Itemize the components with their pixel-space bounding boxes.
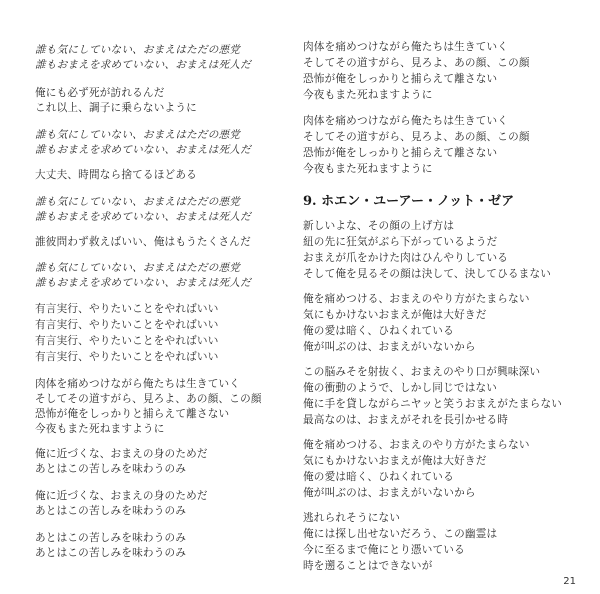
- lyric-line: 有言実行、やりたいことをやればいい: [35, 351, 219, 363]
- lyric-line: これ以上、調子に乗らないように: [35, 102, 197, 114]
- lyric-line: 肉体を痛めつけながら俺たちは生きていく: [303, 41, 509, 53]
- lyric-line: あとはこの苦しみを味わうのみ: [35, 547, 187, 559]
- lyric-line: 誰も気にしていない、おまえはただの悪党: [35, 129, 241, 141]
- lyric-line: 俺に手を貸しながらニヤッと笑うおまえがたまらない: [303, 398, 563, 410]
- lyric-line: 大丈夫、時間なら捨てるほどある: [35, 169, 197, 181]
- lyric-line: 誰もおまえを求めていない、おまえは死人だ: [35, 59, 251, 71]
- lyric-line: 有言実行、やりたいことをやればいい: [35, 319, 219, 331]
- lyric-line: 俺の衝動のようで、しかし同じではない: [303, 382, 498, 394]
- lyric-line: 今夜もまた死ねますように: [303, 163, 433, 175]
- lyric-line: そしてその道すがら、見ろよ、あの顔、この顔: [35, 393, 262, 405]
- lyric-line: 誰も気にしていない、おまえはただの悪党: [35, 196, 241, 208]
- lyric-line: そしてその道すがら、見ろよ、あの顔、この顔: [303, 57, 530, 69]
- lyric-line: 俺に近づくな、おまえの身のためだ: [35, 448, 208, 460]
- lyric-line: 逃れられそうにない: [303, 512, 401, 524]
- lyric-line: あとはこの苦しみを味わうのみ: [35, 505, 187, 517]
- lyric-line: 新しいよな、その顔の上げ方は: [303, 220, 455, 232]
- lyric-line: この脳みそを射抜く、おまえのやり口が興味深い: [303, 366, 541, 378]
- lyric-line: 俺を痛めつける、おまえのやり方がたまらない: [303, 293, 530, 305]
- lyric-line: 時を遡ることはできないが: [303, 560, 433, 572]
- lyric-line: 俺が叫ぶのは、おまえがいないから: [303, 341, 476, 353]
- lyric-line: 有言実行、やりたいことをやればいい: [35, 303, 219, 315]
- lyric-line: そして俺を見るその顔は決して、決してひるまない: [303, 268, 552, 280]
- lyric-line: 今夜もまた死ねますように: [35, 423, 165, 435]
- lyric-line: 俺が叫ぶのは、おまえがいないから: [303, 487, 476, 499]
- lyric-line: 誰もおまえを求めていない、おまえは死人だ: [35, 277, 251, 289]
- lyric-line: 気にもかけないおまえが俺は大好きだ: [303, 309, 487, 321]
- lyric-line: 恐怖が俺をしっかりと捕らえて離さない: [303, 73, 498, 85]
- lyric-line: 俺を痛めつける、おまえのやり方がたまらない: [303, 439, 530, 451]
- lyric-line: 誰も気にしていない、おまえはただの悪党: [35, 262, 241, 274]
- lyric-line: あとはこの苦しみを味わうのみ: [35, 463, 187, 475]
- lyric-line: 俺には探し出せないだろう、この幽霊は: [303, 528, 498, 540]
- lyric-line: 肉体を痛めつけながら俺たちは生きていく: [303, 115, 509, 127]
- lyric-line: 誰彼問わず救えばいい、俺はもうたくさんだ: [35, 236, 251, 248]
- lyric-line: 肉体を痛めつけながら俺たちは生きていく: [35, 378, 241, 390]
- lyric-line: おまえが爪をかけた肉はひんやりしている: [303, 252, 509, 264]
- lyric-line: 俺の愛は暗く、ひねくれている: [303, 325, 454, 337]
- lyric-line: 気にもかけないおまえが俺は大好きだ: [303, 455, 487, 467]
- lyric-line: 誰もおまえを求めていない、おまえは死人だ: [35, 144, 251, 156]
- lyric-line: あとはこの苦しみを味わうのみ: [35, 532, 187, 544]
- lyric-line: 紐の先に狂気がぶら下がっているようだ: [303, 236, 498, 248]
- lyric-line: 俺に近づくな、おまえの身のためだ: [35, 490, 208, 502]
- lyric-line: 俺の愛は暗く、ひねくれている: [303, 471, 454, 483]
- lyric-line: 俺にも必ず死が訪れるんだ: [35, 87, 165, 99]
- song-title: 9. ホエン・ユーアー・ノット・ゼア: [303, 194, 515, 209]
- lyric-line: 恐怖が俺をしっかりと捕らえて離さない: [303, 147, 498, 159]
- lyric-line: 今に至るまで俺にとり憑いている: [303, 544, 465, 556]
- lyric-line: 最高なのは、おまえがそれを長引かせる時: [303, 414, 509, 426]
- lyric-line: 今夜もまた死ねますように: [303, 89, 433, 101]
- lyric-line: 恐怖が俺をしっかりと捕らえて離さない: [35, 408, 230, 420]
- lyric-line: 有言実行、やりたいことをやればいい: [35, 335, 219, 347]
- lyric-line: 誰も気にしていない、おまえはただの悪党: [35, 44, 241, 56]
- lyric-line: 誰もおまえを求めていない、おまえは死人だ: [35, 211, 251, 223]
- page-number: 21: [563, 576, 576, 587]
- lyric-line: そしてその道すがら、見ろよ、あの顔、この顔: [303, 131, 530, 143]
